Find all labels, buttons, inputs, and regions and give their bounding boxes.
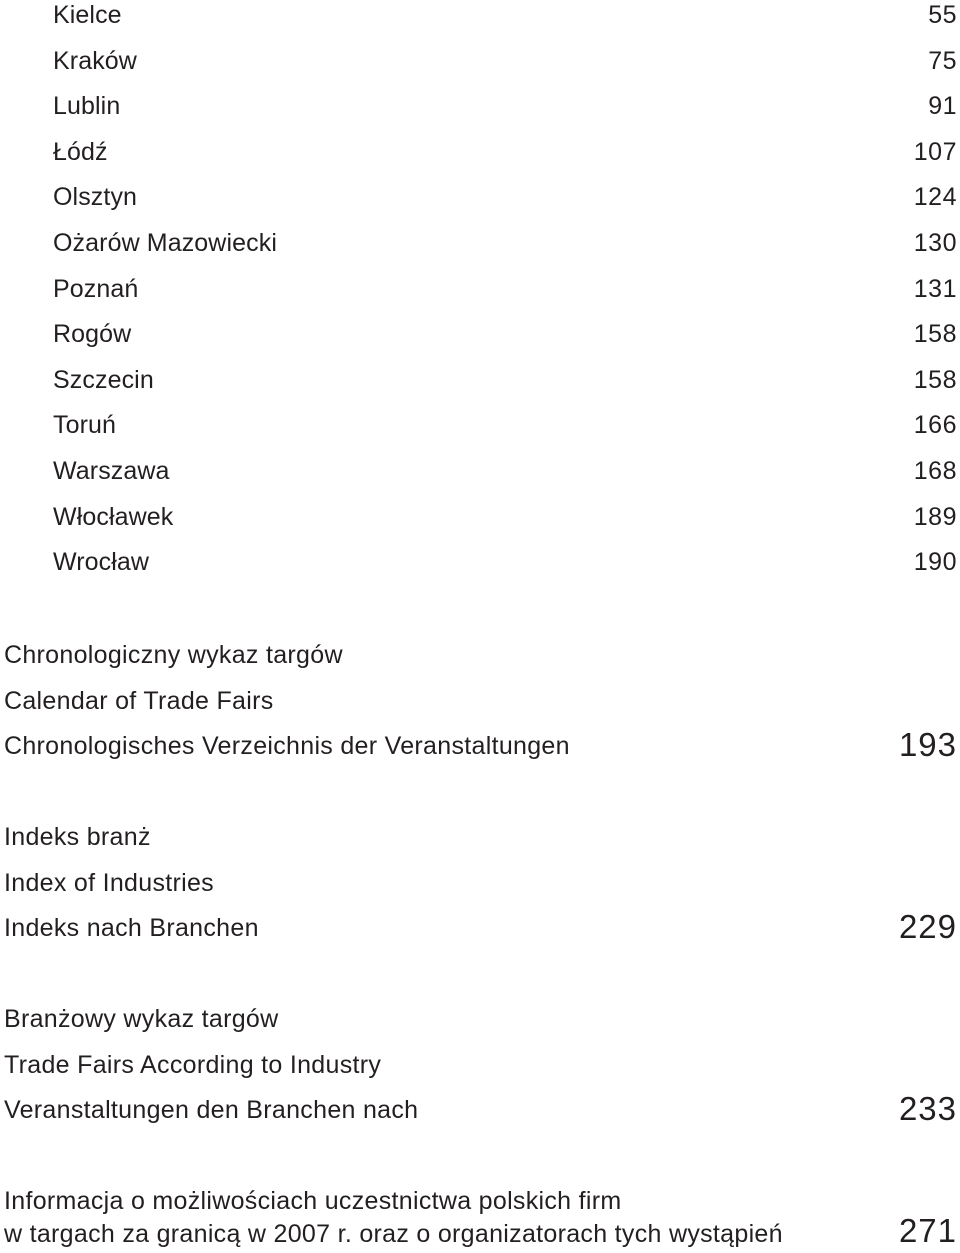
city-entry-krakow[interactable] <box>0 46 960 92</box>
city-name: Wrocław <box>53 548 150 577</box>
city-page-number: 107 <box>913 137 957 166</box>
city-page-number: 166 <box>913 411 957 440</box>
section-title-line-2: w targach za granicą w 2007 r. oraz o organizatorach tych wystąpień <box>4 1220 783 1248</box>
city-name: Włocławek <box>53 502 174 531</box>
city-index-list <box>0 0 960 593</box>
toc-section-calendar[interactable] <box>0 640 960 764</box>
city-entry-lodz[interactable] <box>0 137 960 183</box>
city-name: Rogów <box>53 320 132 349</box>
city-name: Lublin <box>53 92 121 121</box>
section-title-english: Calendar of Trade Fairs <box>4 686 274 715</box>
city-entry-szczecin[interactable] <box>0 365 960 411</box>
city-name: Olsztyn <box>53 183 138 212</box>
city-page-number: 91 <box>928 92 957 121</box>
city-name: Kielce <box>53 1 122 29</box>
section-title-german: Chronologisches Verzeichnis der Veranstaltungen <box>4 732 570 761</box>
city-entry-wroclaw[interactable] <box>0 547 960 593</box>
city-page-number: 130 <box>913 228 957 257</box>
section-page-number: 233 <box>898 1090 957 1127</box>
city-name: Warszawa <box>53 456 170 485</box>
city-entry-poznan[interactable] <box>0 274 960 320</box>
section-title-german: Veranstaltungen den Branchen nach <box>4 1096 419 1125</box>
city-entry-ozarow-mazowiecki[interactable] <box>0 228 960 274</box>
city-page-number: 131 <box>913 274 957 303</box>
city-entry-rogow[interactable] <box>0 319 960 365</box>
city-entry-lublin[interactable] <box>0 91 960 137</box>
city-page-number: 158 <box>913 365 957 394</box>
city-entry-kielce[interactable] <box>0 0 960 46</box>
city-page-number: 190 <box>913 548 957 577</box>
city-entry-wloclawek[interactable] <box>0 502 960 548</box>
section-page-number: 229 <box>898 908 957 945</box>
city-page-number: 124 <box>913 183 957 212</box>
section-title-polish: Chronologiczny wykaz targów <box>4 641 343 669</box>
city-name: Toruń <box>53 411 117 440</box>
section-title-english: Index of Industries <box>4 868 214 897</box>
section-title-polish: Branżowy wykaz targów <box>4 1005 279 1033</box>
city-page-number: 75 <box>928 46 957 75</box>
section-page-number: 193 <box>898 726 957 763</box>
city-name: Kraków <box>53 46 137 75</box>
city-entry-torun[interactable] <box>0 410 960 456</box>
section-title-english: Trade Fairs According to Industry <box>4 1050 382 1079</box>
city-page-number: 168 <box>913 456 957 485</box>
city-page-number: 158 <box>913 320 957 349</box>
city-page-number: 189 <box>913 502 957 531</box>
section-title-line-1: Informacja o możliwościach uczestnictwa polskich firm <box>4 1187 622 1215</box>
city-entry-warszawa[interactable] <box>0 456 960 502</box>
city-page-number: 55 <box>928 1 957 29</box>
toc-section-industry-index[interactable] <box>0 822 960 946</box>
city-entry-olsztyn[interactable] <box>0 182 960 228</box>
section-title-polish: Indeks branż <box>4 823 151 851</box>
city-name: Łódź <box>53 137 108 166</box>
toc-section-foreign-participation[interactable] <box>0 1186 960 1253</box>
city-name: Ożarów Mazowiecki <box>53 228 277 257</box>
city-name: Poznań <box>53 274 139 303</box>
city-name: Szczecin <box>53 365 154 394</box>
section-page-number: 271 <box>898 1212 957 1249</box>
section-title-german: Indeks nach Branchen <box>4 914 259 943</box>
toc-section-fairs-by-industry[interactable] <box>0 1004 960 1128</box>
